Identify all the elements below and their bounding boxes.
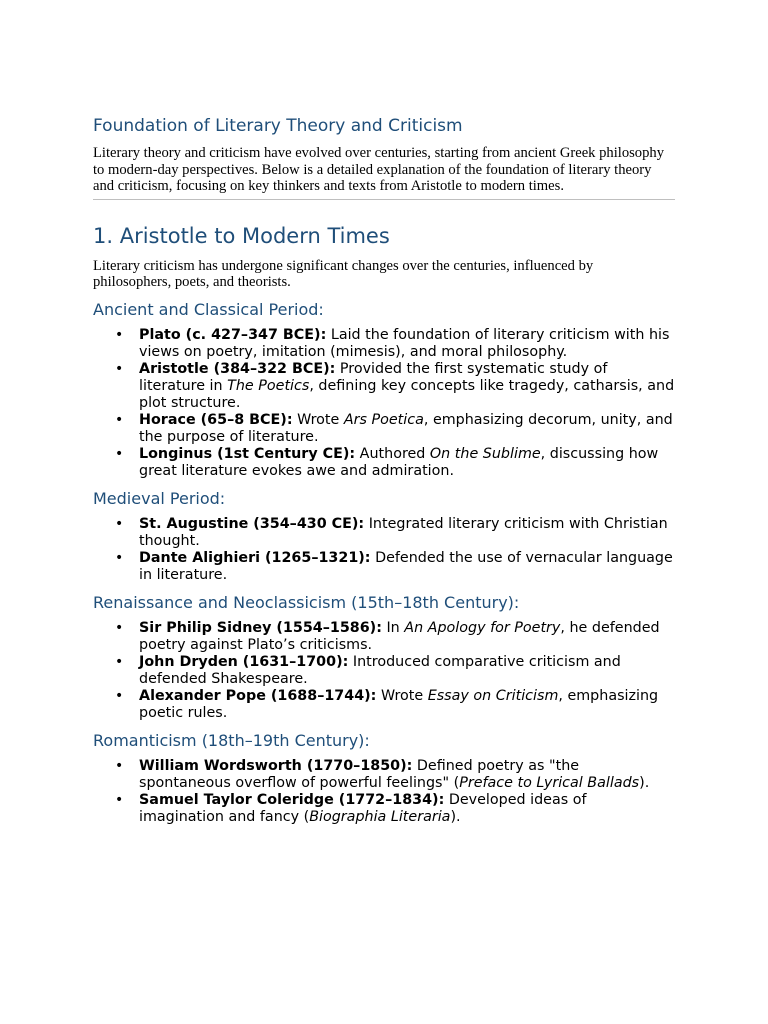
list-item [93, 620, 675, 654]
item-text-continued: , emphasizing decorum, unity, and the purpose of literature. [139, 411, 673, 445]
thinker-name: Samuel Taylor Coleridge (1772–1834): [139, 791, 445, 808]
period-heading: Romanticism (18th–19th Century): [93, 730, 370, 750]
bullet-icon: • [115, 619, 124, 636]
bullet-icon: • [115, 360, 124, 377]
item-text: In [381, 619, 405, 636]
item-text-continued: , he defended poetry against Plato’s criticisms. [139, 619, 660, 653]
item-text: Defined poetry as "the spontaneous overflow of powerful feelings" ( [139, 757, 580, 791]
bullet-icon: • [115, 687, 124, 704]
list-item [93, 516, 675, 550]
list-item [93, 758, 675, 792]
item-text: Provided the first systematic study of literature in [139, 360, 608, 394]
list-item [93, 654, 675, 688]
period-heading: Ancient and Classical Period: [93, 299, 324, 319]
work-title: The Poetics [227, 377, 310, 394]
intro-paragraph: Literary theory and criticism have evolved over centuries, starting from ancient Greek philosophy to modern-day perspectives. Below is a detailed explanation of the foundation of literary theory and criticism, focusing on key thinkers and texts from Aristotle to modern times. [93, 145, 664, 194]
horizontal-divider [93, 199, 675, 200]
thinker-name: St. Augustine (354–430 CE): [139, 515, 365, 532]
bullet-icon: • [115, 653, 124, 670]
work-title: Ars Poetica [343, 411, 424, 428]
periods-container [93, 299, 675, 826]
bullet-icon: • [115, 757, 124, 774]
thinker-name: Horace (65–8 BCE): [139, 411, 293, 428]
thinker-name: Alexander Pope (1688–1744): [139, 687, 377, 704]
item-text-continued: , defining key concepts like tragedy, catharsis, and plot structure. [139, 377, 675, 411]
list-item [93, 412, 675, 446]
list-item [93, 550, 675, 584]
period-list [93, 516, 675, 584]
item-text-continued: , emphasizing poetic rules. [139, 687, 659, 721]
thinker-name: Plato (c. 427–347 BCE): [139, 326, 327, 343]
list-item [93, 446, 675, 480]
bullet-icon: • [115, 791, 124, 808]
thinker-name: William Wordsworth (1770–1850): [139, 757, 413, 774]
list-item [93, 361, 675, 412]
item-text: Defended the use of vernacular language in literature. [139, 549, 673, 583]
bullet-icon: • [115, 445, 124, 462]
item-text: Wrote [376, 687, 428, 704]
item-text: Introduced comparative criticism and defended Shakespeare. [139, 653, 621, 687]
work-title: Biographia Literaria [309, 808, 451, 825]
item-text-continued: , discussing how great literature evokes awe and admiration. [139, 445, 659, 479]
document-page [93, 115, 675, 834]
work-title: Preface to Lyrical Ballads [459, 774, 640, 791]
period-list [93, 620, 675, 722]
thinker-name: Aristotle (384–322 BCE): [139, 360, 336, 377]
thinker-name: John Dryden (1631–1700): [139, 653, 349, 670]
bullet-icon: • [115, 411, 124, 428]
item-text: Developed ideas of imagination and fancy ( [139, 791, 587, 825]
document-title: Foundation of Literary Theory and Criticism [93, 116, 463, 136]
item-text: Authored [355, 445, 430, 462]
section-heading: 1. Aristotle to Modern Times [93, 223, 390, 248]
period-heading: Medieval Period: [93, 488, 226, 508]
period-heading: Renaissance and Neoclassicism (15th–18th Century): [93, 592, 520, 612]
section-paragraph: Literary criticism has undergone significant changes over the centuries, influenced by philosophers, poets, and theorists. [93, 257, 594, 290]
item-text: Wrote [292, 411, 344, 428]
work-title: Essay on Criticism [427, 687, 559, 704]
bullet-icon: • [115, 549, 124, 566]
list-item [93, 792, 675, 826]
item-text-continued: ). [450, 808, 461, 825]
bullet-icon: • [115, 326, 124, 343]
work-title: An Apology for Poetry [404, 619, 561, 636]
thinker-name: Longinus (1st Century CE): [139, 445, 356, 462]
thinker-name: Sir Philip Sidney (1554–1586): [139, 619, 382, 636]
item-text-continued: ). [639, 774, 650, 791]
item-text: Laid the foundation of literary criticism with his views on poetry, imitation (mimesis), and moral philosophy. [139, 326, 670, 360]
period-list [93, 327, 675, 480]
list-item [93, 688, 675, 722]
period-list [93, 758, 675, 826]
thinker-name: Dante Alighieri (1265–1321): [139, 549, 371, 566]
work-title: On the Sublime [429, 445, 541, 462]
list-item [93, 327, 675, 361]
bullet-icon: • [115, 515, 124, 532]
item-text: Integrated literary criticism with Christian thought. [139, 515, 668, 549]
